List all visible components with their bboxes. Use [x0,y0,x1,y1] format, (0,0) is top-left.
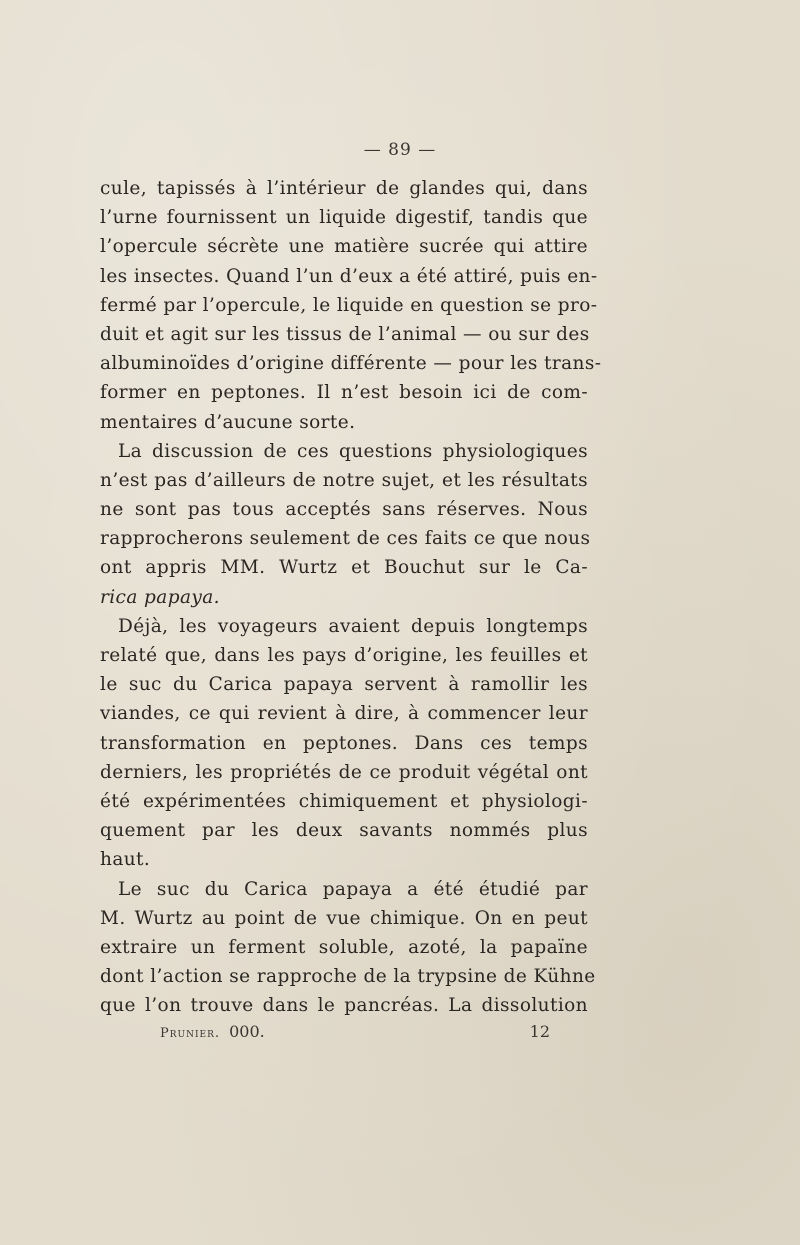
paragraph-start-line: Déjà, les voyageurs avaient depuis longtemps [118,615,588,637]
text-line: dont l’action se rapproche de la trypsine de Kühne [100,966,596,988]
text-line: quement par les deux savants nommés plus [100,820,588,842]
text-line: le suc du Carica papaya servent à ramollir les [100,674,588,696]
text-line: rapprocherons seulement de ces faits ce que nous [100,528,591,550]
text-line: derniers, les propriétés de ce produit végétal ont [100,761,588,783]
printer-signature [160,1022,265,1041]
page-number: — 89 — [363,140,437,160]
text-line: fermé par l’opercule, le liquide en question se pro- [100,294,598,316]
text-line: relaté que, dans les pays d’origine, les feuilles et [100,645,588,666]
text-line: ont appris MM. Wurtz et Bouchut sur le Ca- [100,557,588,579]
paragraph-start-line: Le suc du Carica papaya a été étudié par [118,878,588,900]
text-line: cule, tapissés à l’intérieur de glandes qui, dans [100,178,588,199]
text-line: M. Wurtz au point de vue chimique. On en peut [100,907,588,929]
body-text [100,174,602,1020]
text-line: mentaires d’aucune sorte. [100,411,356,433]
text-line: ne sont pas tous acceptés sans réserves. Nous [100,499,588,521]
text-line: l’opercule sécrète une matière sucrée qui attire [100,236,588,258]
text-line: duit et agit sur les tissus de l’animal — ou sur des [100,323,590,345]
text-line: albuminoïdes d’origine différente — pour les trans- [100,353,602,375]
text-line: que l’on trouve dans le pancréas. La dissolution [100,995,588,1017]
text-line: n’est pas d’ailleurs de notre sujet, et les résultats [100,469,588,491]
sheet-number: 12 [529,1022,550,1041]
page-footer [160,1022,550,1041]
text-line: rica papaya. [100,586,220,608]
text-line: transformation en peptones. Dans ces temps [100,732,588,754]
signature-code: 000. [229,1022,265,1041]
signature-name: Prunier. [160,1026,221,1041]
text-line: viandes, ce qui revient à dire, à commencer leur [100,703,588,725]
paragraph-start-line: La discussion de ces questions physiologiques [118,440,588,462]
text-line: haut. [100,849,151,871]
text-line: les insectes. Quand l’un d’eux a été attiré, puis en- [100,265,598,287]
text-line: été expérimentées chimiquement et physiologi- [100,790,588,812]
text-line: extraire un ferment soluble, azoté, la papaïne [100,936,588,958]
text-line: l’urne fournissent un liquide digestif, tandis que [100,207,588,229]
text-line: former en peptones. Il n’est besoin ici de com- [100,382,588,404]
